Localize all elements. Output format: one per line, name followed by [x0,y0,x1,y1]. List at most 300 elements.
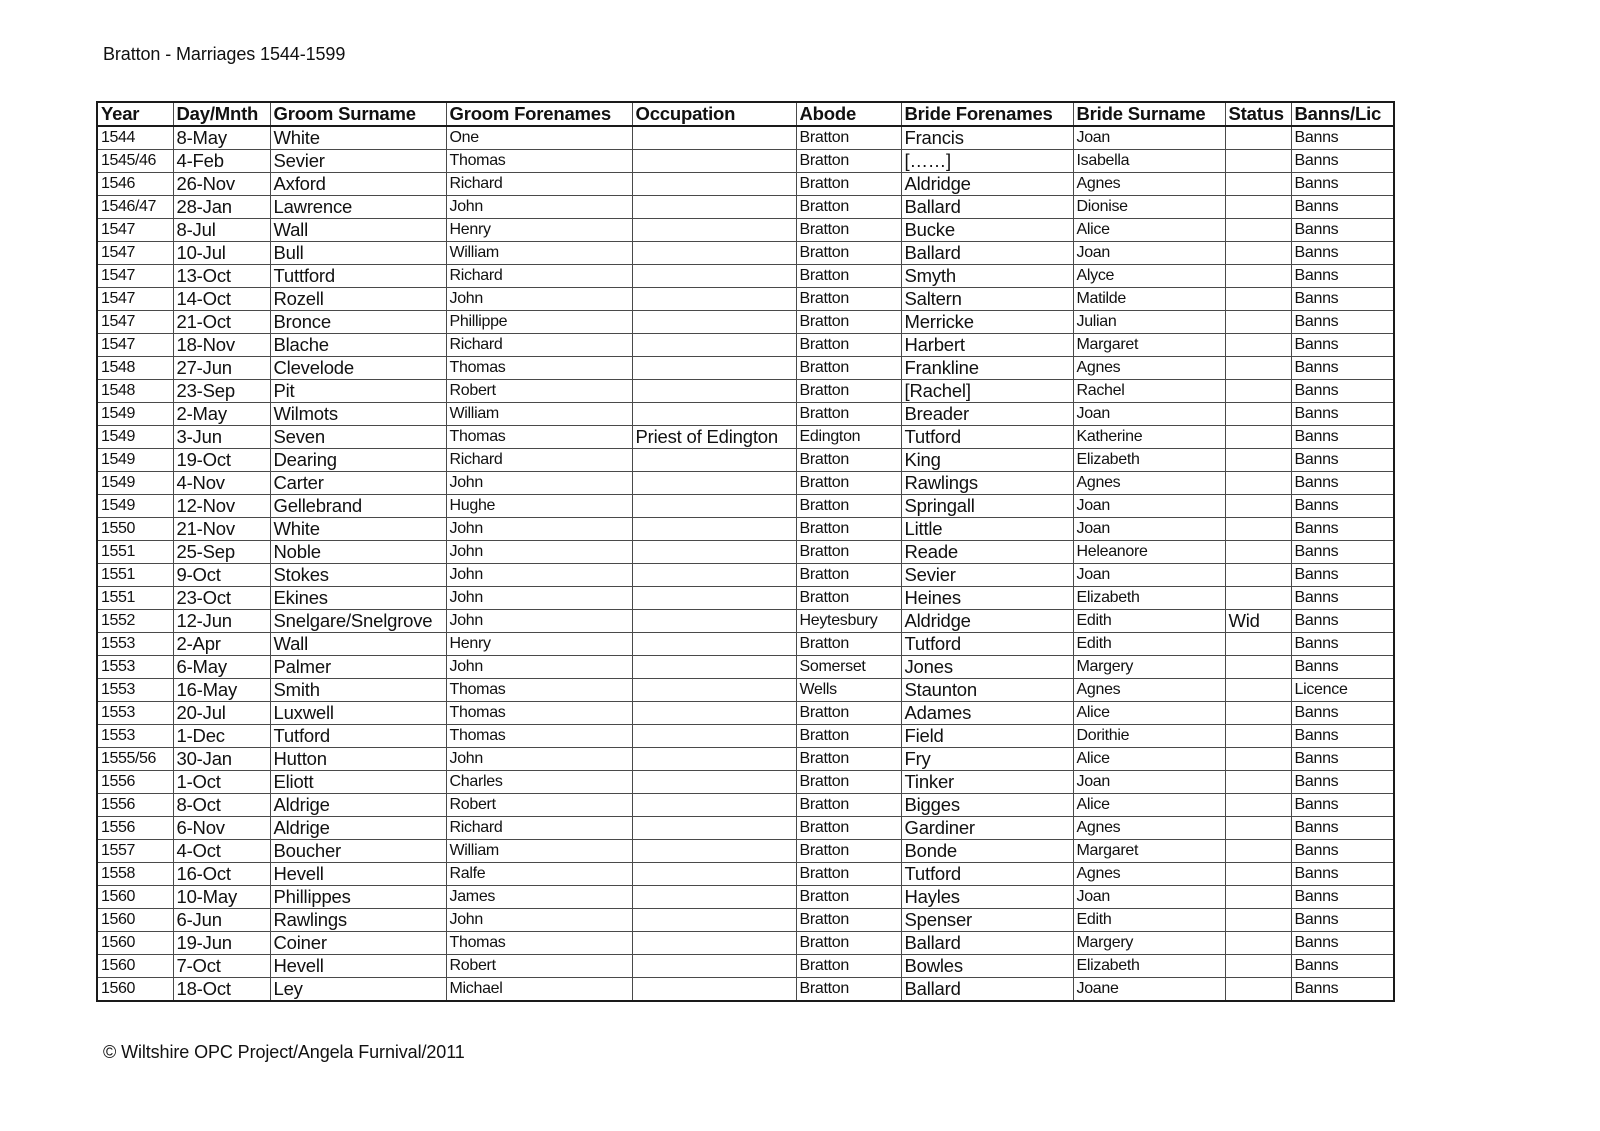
cell-banns-lic: Banns [1291,587,1394,610]
table-row [97,196,1394,219]
cell-abode: Bratton [796,518,901,541]
cell-status [1225,242,1291,265]
cell-year: 1548 [97,357,173,380]
cell-banns-lic: Banns [1291,840,1394,863]
cell-occupation [632,886,796,909]
cell-occupation [632,288,796,311]
cell-status [1225,886,1291,909]
cell-day-month: 25-Sep [173,541,270,564]
cell-groom-forenames: Robert [446,380,632,403]
cell-banns-lic: Banns [1291,495,1394,518]
cell-bride-forenames: [Rachel] [901,380,1073,403]
cell-occupation [632,587,796,610]
cell-bride-forenames: Springall [901,495,1073,518]
cell-bride-surname: Margery [1073,656,1225,679]
cell-status [1225,794,1291,817]
cell-year: 1553 [97,633,173,656]
cell-bride-forenames: Staunton [901,679,1073,702]
cell-bride-surname: Katherine [1073,426,1225,449]
cell-occupation [632,725,796,748]
cell-groom-surname: Hevell [270,955,446,978]
cell-banns-lic: Banns [1291,886,1394,909]
cell-bride-forenames: [……] [901,150,1073,173]
cell-banns-lic: Licence [1291,679,1394,702]
cell-groom-forenames: William [446,403,632,426]
cell-bride-surname: Alice [1073,219,1225,242]
cell-groom-forenames: Richard [446,173,632,196]
cell-bride-surname: Agnes [1073,817,1225,840]
cell-bride-forenames: Ballard [901,978,1073,1002]
cell-bride-surname: Joan [1073,518,1225,541]
cell-groom-surname: Wilmots [270,403,446,426]
cell-banns-lic: Banns [1291,357,1394,380]
cell-bride-surname: Agnes [1073,472,1225,495]
cell-bride-forenames: Aldridge [901,173,1073,196]
cell-bride-surname: Margaret [1073,334,1225,357]
cell-bride-forenames: Heines [901,587,1073,610]
cell-occupation [632,932,796,955]
cell-groom-forenames: Henry [446,219,632,242]
cell-groom-forenames: Thomas [446,725,632,748]
cell-abode: Bratton [796,886,901,909]
cell-banns-lic: Banns [1291,656,1394,679]
cell-abode: Bratton [796,265,901,288]
cell-day-month: 20-Jul [173,702,270,725]
table-row [97,150,1394,173]
cell-abode: Bratton [796,587,901,610]
cell-bride-forenames: Rawlings [901,472,1073,495]
cell-year: 1547 [97,334,173,357]
cell-bride-surname: Alice [1073,794,1225,817]
table-body [97,126,1394,1001]
cell-bride-surname: Joan [1073,126,1225,150]
cell-abode: Bratton [796,702,901,725]
cell-status [1225,587,1291,610]
cell-bride-forenames: Fry [901,748,1073,771]
cell-groom-forenames: Phillippe [446,311,632,334]
cell-day-month: 4-Feb [173,150,270,173]
header-groom-surname: Groom Surname [270,102,446,126]
cell-occupation [632,840,796,863]
cell-groom-forenames: John [446,472,632,495]
cell-groom-surname: Smith [270,679,446,702]
cell-occupation [632,679,796,702]
table-row [97,518,1394,541]
cell-bride-surname: Joane [1073,978,1225,1002]
cell-bride-forenames: Bucke [901,219,1073,242]
cell-occupation [632,817,796,840]
cell-bride-forenames: Ballard [901,242,1073,265]
cell-occupation: Priest of Edington [632,426,796,449]
cell-groom-surname: Hutton [270,748,446,771]
cell-status [1225,449,1291,472]
cell-year: 1555/56 [97,748,173,771]
cell-groom-surname: Bronce [270,311,446,334]
cell-groom-surname: Gellebrand [270,495,446,518]
cell-abode: Bratton [796,794,901,817]
cell-day-month: 4-Oct [173,840,270,863]
cell-abode: Bratton [796,196,901,219]
cell-banns-lic: Banns [1291,196,1394,219]
table-row [97,173,1394,196]
cell-abode: Bratton [796,288,901,311]
cell-bride-surname: Matilde [1073,288,1225,311]
table-row [97,564,1394,587]
cell-abode: Bratton [796,311,901,334]
cell-bride-surname: Alice [1073,702,1225,725]
cell-groom-surname: Phillippes [270,886,446,909]
table-row [97,426,1394,449]
cell-bride-forenames: Ballard [901,932,1073,955]
table-row [97,380,1394,403]
cell-abode: Bratton [796,863,901,886]
cell-abode: Bratton [796,771,901,794]
cell-year: 1549 [97,426,173,449]
cell-abode: Bratton [796,748,901,771]
cell-bride-surname: Isabella [1073,150,1225,173]
cell-banns-lic: Banns [1291,150,1394,173]
cell-day-month: 30-Jan [173,748,270,771]
cell-abode: Bratton [796,978,901,1002]
cell-year: 1549 [97,472,173,495]
cell-bride-surname: Agnes [1073,863,1225,886]
cell-abode: Bratton [796,633,901,656]
cell-bride-surname: Elizabeth [1073,587,1225,610]
cell-groom-forenames: Thomas [446,150,632,173]
cell-occupation [632,541,796,564]
cell-groom-forenames: Richard [446,265,632,288]
table-row [97,610,1394,633]
cell-groom-forenames: One [446,126,632,150]
cell-year: 1547 [97,265,173,288]
cell-abode: Wells [796,679,901,702]
cell-groom-surname: Snelgare/Snelgrove [270,610,446,633]
table-row [97,126,1394,150]
cell-day-month: 23-Sep [173,380,270,403]
cell-groom-surname: Aldrige [270,817,446,840]
cell-status [1225,265,1291,288]
cell-groom-surname: White [270,518,446,541]
cell-groom-surname: Wall [270,219,446,242]
cell-abode: Bratton [796,472,901,495]
table-row [97,932,1394,955]
cell-day-month: 18-Nov [173,334,270,357]
cell-occupation [632,863,796,886]
cell-groom-surname: Seven [270,426,446,449]
cell-status [1225,955,1291,978]
cell-abode: Bratton [796,564,901,587]
cell-bride-surname: Margaret [1073,840,1225,863]
table-row [97,334,1394,357]
table-row [97,449,1394,472]
header-groom-forenames: Groom Forenames [446,102,632,126]
cell-day-month: 23-Oct [173,587,270,610]
cell-status [1225,518,1291,541]
table-row [97,771,1394,794]
cell-banns-lic: Banns [1291,978,1394,1002]
cell-status [1225,311,1291,334]
cell-year: 1546/47 [97,196,173,219]
cell-groom-forenames: John [446,518,632,541]
cell-year: 1552 [97,610,173,633]
cell-abode: Bratton [796,150,901,173]
cell-groom-forenames: John [446,564,632,587]
cell-day-month: 8-Oct [173,794,270,817]
cell-occupation [632,357,796,380]
cell-status [1225,288,1291,311]
cell-groom-forenames: Thomas [446,357,632,380]
cell-banns-lic: Banns [1291,863,1394,886]
cell-day-month: 12-Nov [173,495,270,518]
cell-year: 1551 [97,564,173,587]
cell-groom-forenames: John [446,587,632,610]
cell-groom-forenames: Thomas [446,932,632,955]
cell-abode: Bratton [796,219,901,242]
cell-groom-forenames: William [446,840,632,863]
header-bride-forenames: Bride Forenames [901,102,1073,126]
cell-status [1225,564,1291,587]
table-row [97,541,1394,564]
cell-banns-lic: Banns [1291,610,1394,633]
table-row [97,288,1394,311]
cell-year: 1547 [97,242,173,265]
cell-day-month: 16-May [173,679,270,702]
cell-occupation [632,242,796,265]
table-row [97,886,1394,909]
cell-groom-forenames: John [446,656,632,679]
cell-groom-surname: Axford [270,173,446,196]
cell-occupation [632,955,796,978]
cell-bride-surname: Joan [1073,886,1225,909]
cell-bride-forenames: Sevier [901,564,1073,587]
cell-occupation [632,794,796,817]
table-row [97,656,1394,679]
cell-status [1225,702,1291,725]
cell-groom-surname: Hevell [270,863,446,886]
cell-groom-forenames: John [446,288,632,311]
cell-banns-lic: Banns [1291,173,1394,196]
cell-year: 1560 [97,909,173,932]
table-row [97,794,1394,817]
cell-year: 1546 [97,173,173,196]
cell-abode: Bratton [796,840,901,863]
cell-year: 1560 [97,955,173,978]
cell-abode: Bratton [796,909,901,932]
cell-groom-forenames: Robert [446,794,632,817]
cell-groom-surname: Dearing [270,449,446,472]
table-row [97,403,1394,426]
cell-bride-forenames: Harbert [901,334,1073,357]
cell-day-month: 21-Oct [173,311,270,334]
cell-bride-forenames: Little [901,518,1073,541]
cell-year: 1545/46 [97,150,173,173]
cell-day-month: 18-Oct [173,978,270,1002]
cell-bride-forenames: Smyth [901,265,1073,288]
table-row [97,311,1394,334]
table-row [97,357,1394,380]
cell-bride-forenames: Breader [901,403,1073,426]
cell-banns-lic: Banns [1291,334,1394,357]
cell-year: 1544 [97,126,173,150]
header-bride-surname: Bride Surname [1073,102,1225,126]
copyright-footer: © Wiltshire OPC Project/Angela Furnival/2011 [103,1042,465,1062]
cell-banns-lic: Banns [1291,748,1394,771]
cell-bride-forenames: Merricke [901,311,1073,334]
cell-banns-lic: Banns [1291,725,1394,748]
cell-groom-surname: Rawlings [270,909,446,932]
cell-occupation [632,219,796,242]
header-year: Year [97,102,173,126]
cell-banns-lic: Banns [1291,403,1394,426]
cell-year: 1553 [97,725,173,748]
cell-groom-forenames: John [446,541,632,564]
table-row [97,840,1394,863]
table-row [97,242,1394,265]
cell-groom-forenames: Richard [446,817,632,840]
cell-abode: Bratton [796,357,901,380]
cell-groom-surname: Ley [270,978,446,1002]
table-row [97,863,1394,886]
cell-bride-surname: Julian [1073,311,1225,334]
cell-groom-forenames: Thomas [446,426,632,449]
cell-groom-surname: Stokes [270,564,446,587]
cell-groom-forenames: Thomas [446,702,632,725]
cell-status [1225,403,1291,426]
cell-occupation [632,150,796,173]
cell-bride-surname: Joan [1073,564,1225,587]
cell-year: 1560 [97,932,173,955]
cell-year: 1558 [97,863,173,886]
cell-day-month: 13-Oct [173,265,270,288]
cell-banns-lic: Banns [1291,380,1394,403]
cell-abode: Bratton [796,380,901,403]
cell-occupation [632,472,796,495]
cell-occupation [632,564,796,587]
cell-day-month: 28-Jan [173,196,270,219]
cell-bride-surname: Joan [1073,242,1225,265]
cell-bride-surname: Alice [1073,748,1225,771]
cell-day-month: 1-Dec [173,725,270,748]
cell-day-month: 2-Apr [173,633,270,656]
cell-bride-surname: Elizabeth [1073,449,1225,472]
cell-status [1225,219,1291,242]
cell-day-month: 16-Oct [173,863,270,886]
cell-abode: Bratton [796,955,901,978]
cell-abode: Bratton [796,725,901,748]
cell-banns-lic: Banns [1291,449,1394,472]
cell-banns-lic: Banns [1291,311,1394,334]
cell-bride-surname: Edith [1073,633,1225,656]
cell-banns-lic: Banns [1291,242,1394,265]
cell-groom-surname: Palmer [270,656,446,679]
header-banns-lic: Banns/Lic [1291,102,1394,126]
cell-banns-lic: Banns [1291,817,1394,840]
cell-groom-surname: Aldrige [270,794,446,817]
cell-occupation [632,748,796,771]
cell-banns-lic: Banns [1291,932,1394,955]
cell-day-month: 6-May [173,656,270,679]
cell-day-month: 8-Jul [173,219,270,242]
cell-bride-surname: Joan [1073,403,1225,426]
cell-year: 1547 [97,219,173,242]
cell-groom-forenames: James [446,886,632,909]
table-row [97,702,1394,725]
cell-year: 1547 [97,311,173,334]
cell-occupation [632,196,796,219]
cell-bride-surname: Alyce [1073,265,1225,288]
cell-groom-surname: Boucher [270,840,446,863]
cell-bride-forenames: Tinker [901,771,1073,794]
cell-groom-surname: Luxwell [270,702,446,725]
cell-bride-forenames: Saltern [901,288,1073,311]
cell-groom-surname: Lawrence [270,196,446,219]
header-day-month: Day/Mnth [173,102,270,126]
cell-occupation [632,334,796,357]
cell-groom-forenames: Henry [446,633,632,656]
cell-groom-surname: Bull [270,242,446,265]
cell-year: 1549 [97,449,173,472]
cell-groom-forenames: John [446,610,632,633]
cell-banns-lic: Banns [1291,426,1394,449]
cell-day-month: 7-Oct [173,955,270,978]
cell-year: 1553 [97,656,173,679]
cell-year: 1556 [97,771,173,794]
cell-bride-surname: Agnes [1073,357,1225,380]
cell-abode: Bratton [796,173,901,196]
cell-groom-surname: White [270,126,446,150]
cell-abode: Bratton [796,449,901,472]
cell-status [1225,932,1291,955]
cell-year: 1557 [97,840,173,863]
cell-occupation [632,449,796,472]
cell-occupation [632,656,796,679]
cell-bride-forenames: Aldridge [901,610,1073,633]
table-row [97,817,1394,840]
cell-status [1225,748,1291,771]
cell-year: 1560 [97,886,173,909]
cell-occupation [632,909,796,932]
cell-year: 1560 [97,978,173,1002]
cell-bride-surname: Dorithie [1073,725,1225,748]
cell-occupation [632,495,796,518]
cell-day-month: 6-Nov [173,817,270,840]
cell-occupation [632,173,796,196]
table-row [97,978,1394,1002]
cell-groom-surname: Eliott [270,771,446,794]
cell-bride-forenames: Tutford [901,426,1073,449]
cell-banns-lic: Banns [1291,909,1394,932]
cell-day-month: 19-Oct [173,449,270,472]
cell-abode: Bratton [796,817,901,840]
cell-bride-surname: Edith [1073,610,1225,633]
cell-status [1225,126,1291,150]
table-row [97,679,1394,702]
cell-day-month: 27-Jun [173,357,270,380]
cell-occupation [632,126,796,150]
cell-day-month: 6-Jun [173,909,270,932]
cell-year: 1549 [97,403,173,426]
cell-abode: Bratton [796,126,901,150]
cell-status [1225,863,1291,886]
table-row [97,955,1394,978]
cell-abode: Bratton [796,242,901,265]
cell-day-month: 21-Nov [173,518,270,541]
cell-groom-surname: Tuttford [270,265,446,288]
cell-day-month: 3-Jun [173,426,270,449]
cell-bride-forenames: Bonde [901,840,1073,863]
cell-bride-forenames: Spenser [901,909,1073,932]
cell-status [1225,633,1291,656]
